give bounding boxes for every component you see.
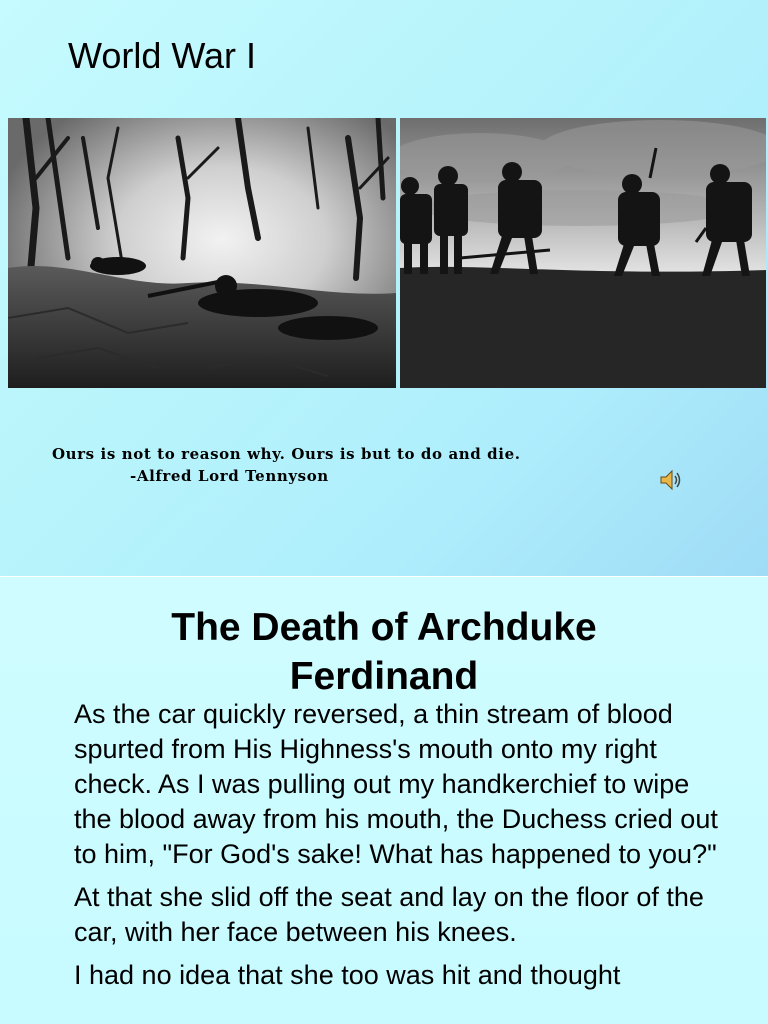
quote-attribution: -Alfred Lord Tennyson (130, 467, 329, 485)
slide-archduke (0, 577, 768, 1024)
battlefield-photo-graphic (8, 118, 396, 388)
slide-title: World War I (68, 35, 257, 76)
paragraph: As the car quickly reversed, a thin stream of blood spurted from His Highness's mouth onto my right check. As I was pulling out my handkerchief to wipe the blood away from his mouth, the Duchess cried out to him, "For God's sake! What has happened to you?" (74, 699, 718, 869)
slide-heading (0, 603, 768, 701)
paragraph: At that she slid off the seat and lay on the floor of the car, with her face between his knees. (74, 882, 704, 947)
heading-line-2: Ferdinand (289, 655, 479, 698)
speaker-icon[interactable] (656, 466, 684, 494)
soldiers-silhouette-graphic (400, 118, 766, 388)
slide-body (74, 697, 734, 1001)
paragraph: I had no idea that she too was hit and thought (74, 960, 621, 990)
quote-block (52, 443, 521, 487)
quote-text: Ours is not to reason why. Ours is but to do and die. (52, 445, 521, 463)
soldiers-silhouette-photo (400, 118, 766, 388)
battlefield-photo (8, 118, 396, 388)
heading-line-1: The Death of Archduke (171, 606, 597, 649)
